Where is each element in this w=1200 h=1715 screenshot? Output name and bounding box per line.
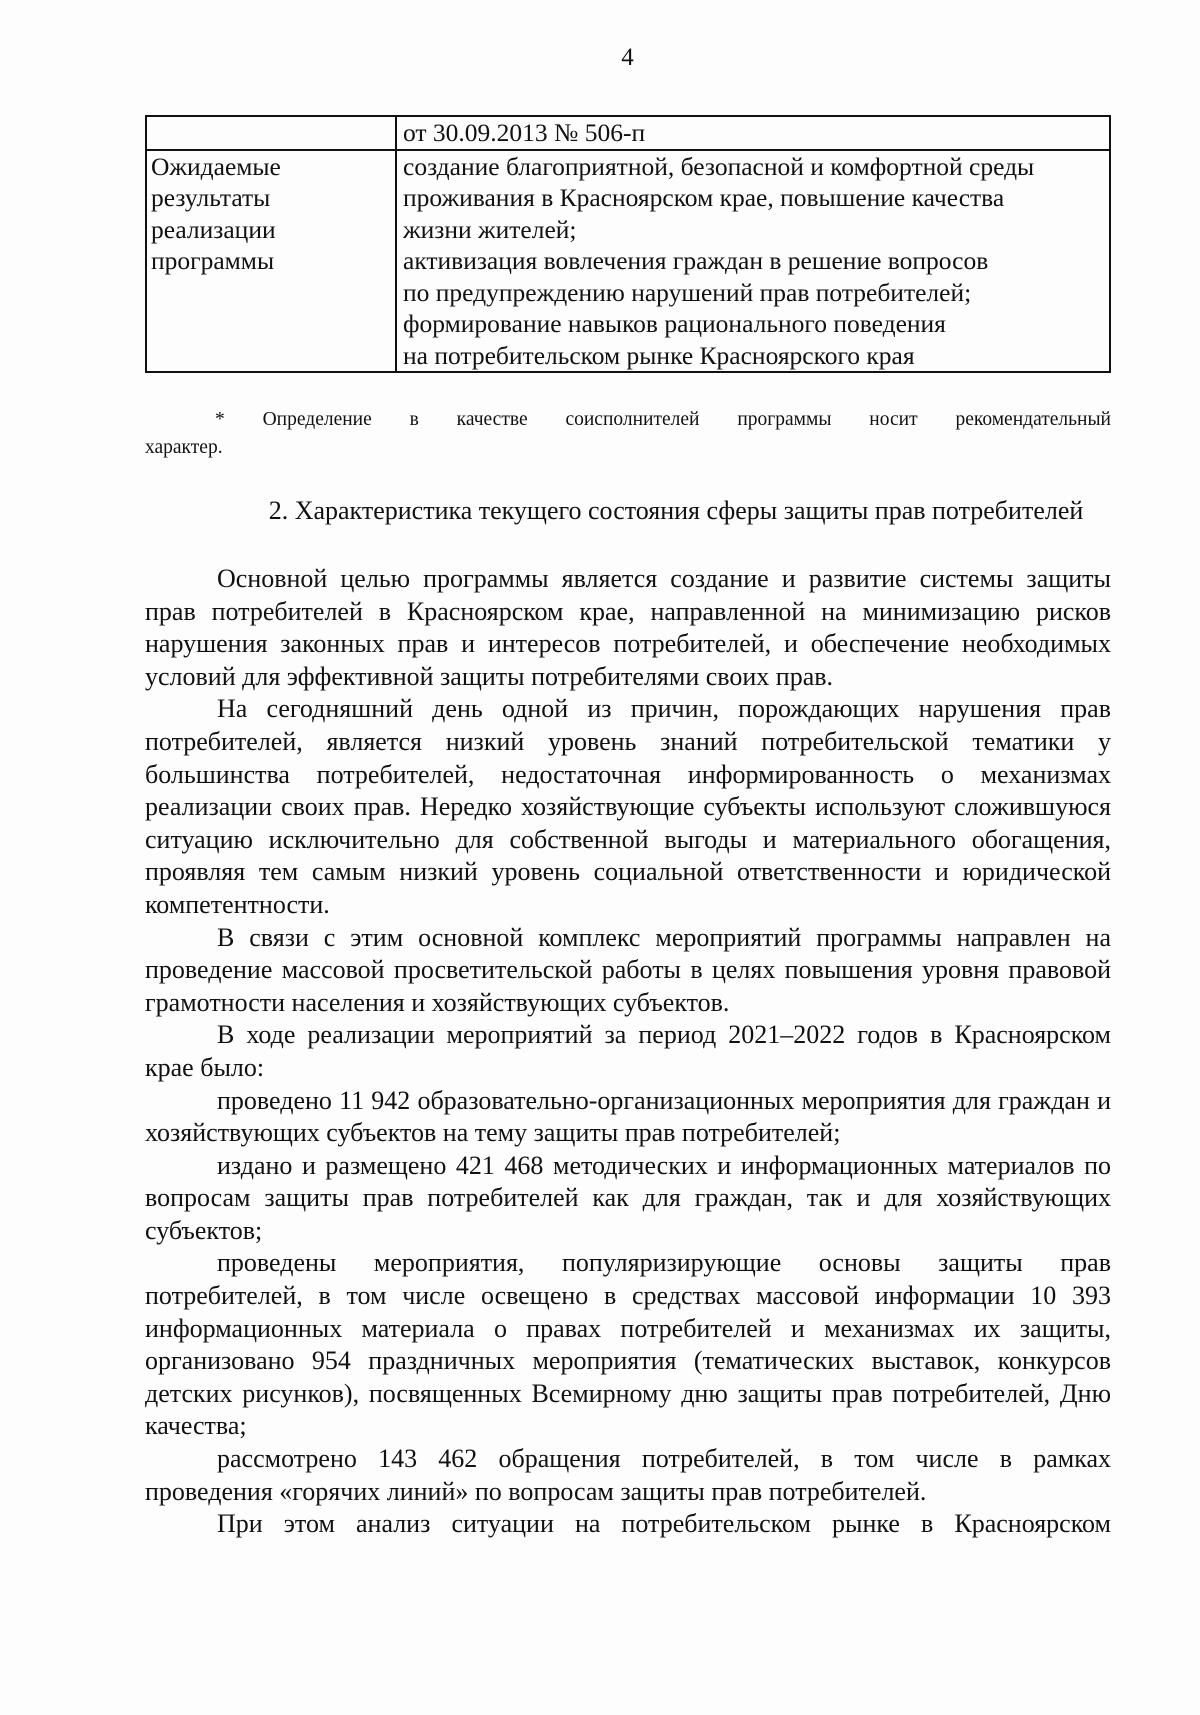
value-line: проживания в Красноярском крае, повышение качества xyxy=(403,183,1005,212)
program-passport-table xyxy=(145,115,1111,373)
label-line: программы xyxy=(151,246,275,275)
table-cell-empty xyxy=(146,116,396,150)
label-line: результаты xyxy=(151,183,271,212)
paragraph: Основной целью программы является создание и развитие системы защиты прав потребителей в Красноярском крае, направленной на минимизацию рисков нарушения законных прав и интересов потребителей, и обеспечение необходимых условий для эффективной защиты потребителями своих прав. xyxy=(145,564,1111,691)
body-text xyxy=(145,563,1111,1541)
paragraph: При этом анализ ситуации на потребительском рынке в Красноярском xyxy=(217,1509,1111,1539)
value-line: по предупреждению нарушений прав потребителей; xyxy=(403,277,972,307)
table-cell-decree: от 30.09.2013 № 506-п xyxy=(396,116,1110,150)
value-line: формирование навыков рационального поведения xyxy=(403,309,946,338)
paragraph: проведены мероприятия, популяризирующие основы защиты прав потребителей, в том числе освещено в средствах массовой информации 10 393 информационных материала о правах потребителей и механизмах их защиты, организовано 954 праздничных мероприятия (тематических выставок, конкурсов детских рисунков), посвященных Всемирному дню защиты прав потребителей, Дню качества; xyxy=(145,1248,1111,1441)
table-row xyxy=(146,116,1110,150)
page-number: 4 xyxy=(621,44,634,71)
value-line: жизни жителей; xyxy=(403,214,577,244)
label-line: Ожидаемые xyxy=(151,151,281,181)
paragraph: В ходе реализации мероприятий за период 2021–2022 годов в Красноярском крае было: xyxy=(145,1020,1111,1082)
footnote-line: характер. xyxy=(145,437,223,458)
paragraph: проведено 11 942 образовательно-организационных мероприятия для граждан и хозяйствующих субъектов на тему защиты прав потребителей; xyxy=(145,1085,1111,1148)
label-line: реализации xyxy=(151,214,276,244)
section-heading: 2. Характеристика текущего состояния сферы защиты прав потребителей xyxy=(268,496,1084,525)
value-line: активизация вовлечения граждан в решение вопросов xyxy=(403,246,989,275)
value-line: создание благоприятной, безопасной и комфортной среды xyxy=(403,151,1035,181)
table-cell-value xyxy=(396,150,1110,373)
paragraph: издано и размещено 421 468 методических и информационных материалов по вопросам защиты прав потребителей как для граждан, так и для хозяйствующих субъектов; xyxy=(145,1150,1111,1245)
footnote-line: * Определение в качестве соисполнителей программы носит рекомендательный xyxy=(215,409,1111,430)
value-line: на потребительском рынке Красноярского края xyxy=(403,340,915,370)
footnote xyxy=(145,406,1111,462)
table-row xyxy=(146,150,1110,373)
paragraph: На сегодняшний день одной из причин, порождающих нарушения прав потребителей, является низкий уровень знаний потребительской тематики у большинства потребителей, недостаточная информированность о механизмах реализации своих прав. Нередко хозяйствующие субъекты используют сложившуюся ситуацию исключительно для собственной выгоды и материального обогащения, проявляя тем самым низкий уровень социальной ответственности и юридической компетентности. xyxy=(145,694,1111,919)
paragraph: рассмотрено 143 462 обращения потребителей, в том числе в рамках проведения «горячих линий» по вопросам защиты прав потребителей. xyxy=(145,1444,1111,1506)
table-cell-label xyxy=(146,150,396,373)
paragraph: В связи с этим основной комплекс мероприятий программы направлен на проведение массовой просветительской работы в целях повышения уровня правовой грамотности населения и хозяйствующих субъектов. xyxy=(145,922,1111,1017)
